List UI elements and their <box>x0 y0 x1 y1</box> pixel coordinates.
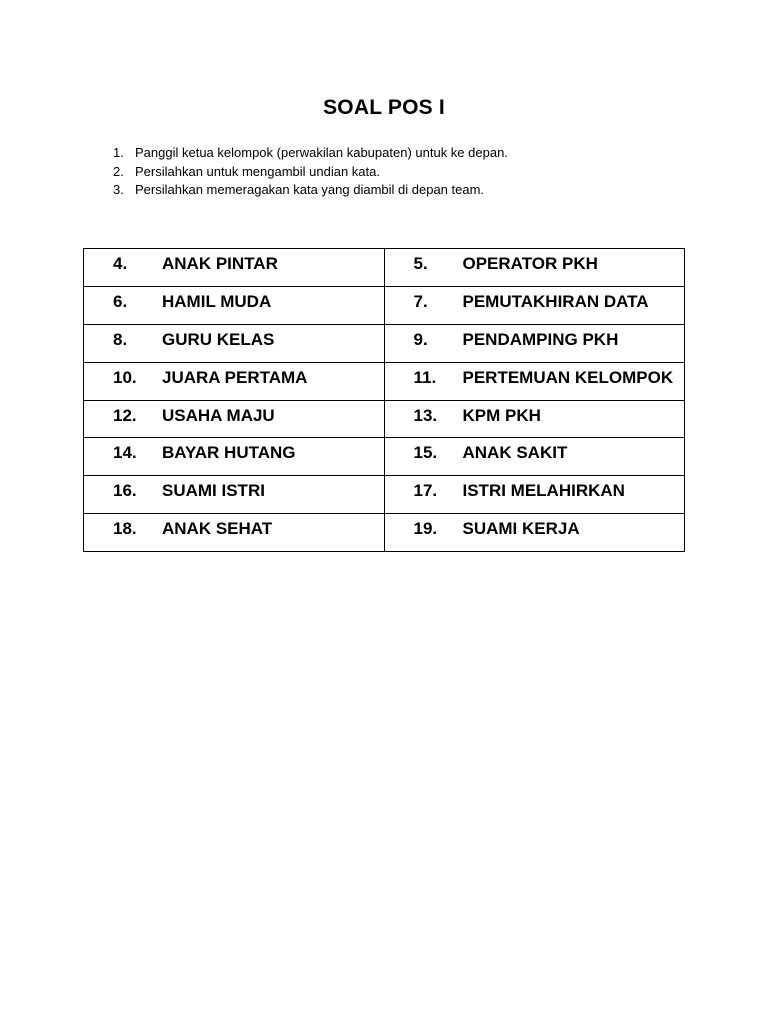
table-row <box>84 249 685 287</box>
word-text: ANAK SEHAT <box>162 519 273 539</box>
table-cell <box>384 286 685 324</box>
word-table <box>83 248 685 552</box>
word-text: SUAMI KERJA <box>462 519 580 539</box>
word-number: 15. <box>413 443 438 463</box>
word-number: 16. <box>113 481 137 501</box>
table-cell <box>384 324 685 362</box>
word-number: 8. <box>113 329 128 349</box>
instruction-number: 2. <box>113 163 124 179</box>
word-text: PEMUTAKHIRAN DATA <box>462 291 649 311</box>
table-row <box>84 362 685 400</box>
table-cell <box>84 362 385 400</box>
word-number: 10. <box>113 367 137 387</box>
word-number: 7. <box>413 291 428 311</box>
word-entry <box>84 325 384 350</box>
word-entry <box>385 325 685 350</box>
table-cell <box>384 514 685 552</box>
word-number: 4. <box>113 254 128 273</box>
table-row <box>84 400 685 438</box>
word-text: ANAK SAKIT <box>462 443 568 463</box>
word-number: 14. <box>113 443 137 463</box>
word-text: KPM PKH <box>462 405 541 425</box>
word-text: ISTRI MELAHIRKAN <box>462 481 625 501</box>
word-text: SUAMI ISTRI <box>162 481 265 501</box>
table-cell <box>384 476 685 514</box>
word-number: 6. <box>113 291 128 311</box>
word-text: ANAK PINTAR <box>162 254 278 273</box>
instruction-text: Persilahkan memeragakan kata yang diambil di depan team. <box>135 182 485 197</box>
word-entry <box>84 476 384 501</box>
table-row <box>84 438 685 476</box>
table-cell <box>84 324 385 362</box>
word-entry <box>84 514 384 539</box>
page-title: SOAL POS I <box>323 96 445 119</box>
word-entry <box>385 438 685 463</box>
word-number: 5. <box>413 254 428 273</box>
word-entry <box>385 249 685 274</box>
word-text: USAHA MAJU <box>162 405 275 425</box>
instruction-text: Panggil ketua kelompok (perwakilan kabupaten) untuk ke depan. <box>135 145 508 160</box>
table-row <box>84 324 685 362</box>
word-number: 18. <box>113 519 137 539</box>
word-entry <box>84 287 384 312</box>
word-entry <box>84 401 384 426</box>
word-entry <box>84 363 384 388</box>
word-number: 13. <box>413 405 438 425</box>
word-number: 12. <box>113 405 137 425</box>
word-entry <box>84 438 384 463</box>
table-cell <box>84 514 385 552</box>
word-text: HAMIL MUDA <box>162 291 272 311</box>
instruction-number: 3. <box>113 182 124 197</box>
word-entry <box>84 249 384 274</box>
table-cell <box>384 438 685 476</box>
word-entry <box>385 363 685 388</box>
instruction-number: 1. <box>113 145 124 160</box>
word-entry <box>385 514 685 539</box>
table-row <box>84 514 685 552</box>
word-text: PENDAMPING PKH <box>462 329 619 349</box>
word-text: GURU KELAS <box>162 329 275 349</box>
table-cell <box>84 286 385 324</box>
word-number: 9. <box>413 329 428 349</box>
word-text: OPERATOR PKH <box>462 254 598 273</box>
word-entry <box>385 476 685 501</box>
table-cell <box>384 362 685 400</box>
instruction-list <box>113 144 508 200</box>
table-row <box>84 476 685 514</box>
word-entry <box>385 287 685 312</box>
instruction-text: Persilahkan untuk mengambil undian kata. <box>135 163 380 179</box>
instruction-item <box>113 181 508 200</box>
word-number: 19. <box>413 519 438 539</box>
table-cell <box>84 249 385 287</box>
table-cell <box>84 400 385 438</box>
word-entry <box>385 401 685 426</box>
word-text: PERTEMUAN KELOMPOK <box>462 367 674 387</box>
table-row <box>84 286 685 324</box>
word-text: JUARA PERTAMA <box>162 367 308 387</box>
word-text: BAYAR HUTANG <box>162 443 296 463</box>
instruction-item <box>113 163 508 182</box>
word-number: 17. <box>413 481 438 501</box>
table-cell <box>384 400 685 438</box>
instruction-item <box>113 144 508 163</box>
word-number: 11. <box>413 367 437 387</box>
table-cell <box>84 438 385 476</box>
table-cell <box>84 476 385 514</box>
table-cell <box>384 249 685 287</box>
